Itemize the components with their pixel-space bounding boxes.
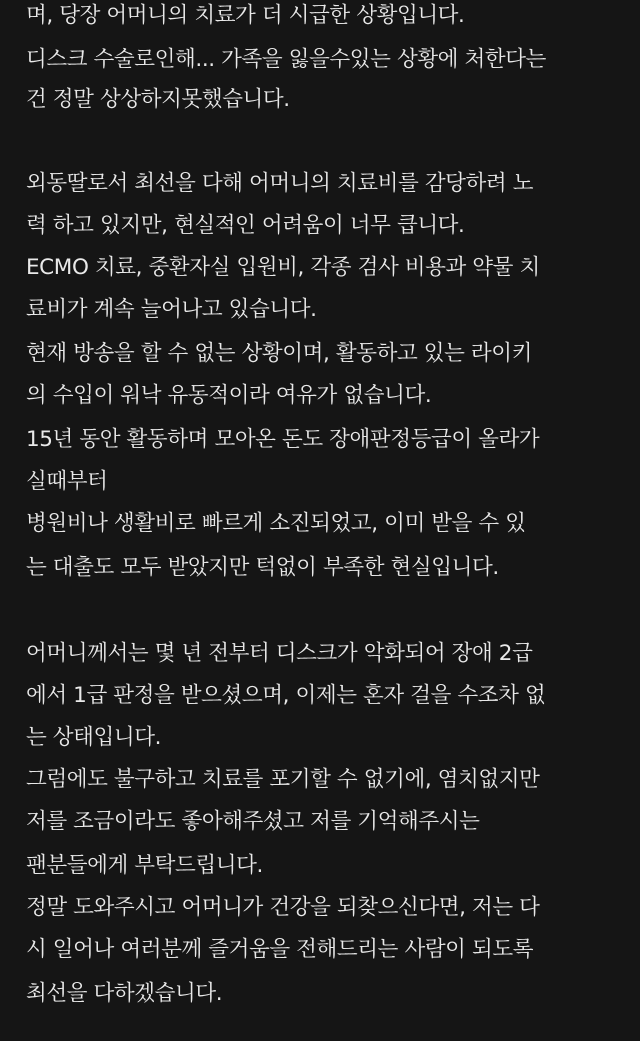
text-line: 료비가 계속 늘어나고 있습니다. <box>26 297 317 322</box>
text-line: 외동딸로서 최선을 다해 어머니의 치료비를 감당하려 노 <box>26 171 534 196</box>
text-line: 력 하고 있지만, 현실적인 어려움이 너무 큽니다. <box>26 213 465 238</box>
text-line: 병원비나 생활비로 빠르게 소진되었고, 이미 받을 수 있 <box>26 511 526 536</box>
text-line: 는 대출도 모두 받았지만 턱없이 부족한 현실입니다. <box>26 555 499 580</box>
text-line: 어머니께서는 몇 년 전부터 디스크가 악화되어 장애 2급 <box>26 641 533 666</box>
text-line: 최선을 다하겠습니다. <box>26 981 223 1006</box>
text-line: 팬분들에게 부탁드립니다. <box>26 853 263 878</box>
text-line: 그럼에도 불구하고 치료를 포기할 수 없기에, 염치없지만 <box>26 767 540 792</box>
text-line: 에서 1급 판정을 받으셨으며, 이제는 혼자 걸을 수조차 없 <box>26 683 546 708</box>
text-line: 15년 동안 활동하며 모아온 돈도 장애판정등급이 올라가 <box>26 427 540 452</box>
text-line: 저를 조금이라도 좋아해주셨고 저를 기억해주시는 <box>26 809 480 834</box>
text-line: 시 일어나 여러분께 즐거움을 전해드리는 사람이 되도록 <box>26 937 534 962</box>
text-line: 디스크 수술로인해... 가족을 잃을수있는 상황에 처한다는 <box>26 47 546 72</box>
text-line: 며, 당장 어머니의 치료가 더 시급한 상황입니다. <box>26 3 465 28</box>
text-line: 건 정말 상상하지못했습니다. <box>26 87 290 112</box>
text-line: ECMO 치료, 중환자실 입원비, 각종 검사 비용과 약물 치 <box>26 255 540 280</box>
text-line: 정말 도와주시고 어머니가 건강을 되찾으신다면, 저는 다 <box>26 895 540 920</box>
text-line: 의 수입이 워낙 유동적이라 여유가 없습니다. <box>26 383 432 408</box>
text-line: 실때부터 <box>26 469 108 494</box>
text-line: 현재 방송을 할 수 없는 상황이며, 활동하고 있는 라이키 <box>26 341 533 366</box>
text-line: 는 상태입니다. <box>26 725 162 750</box>
